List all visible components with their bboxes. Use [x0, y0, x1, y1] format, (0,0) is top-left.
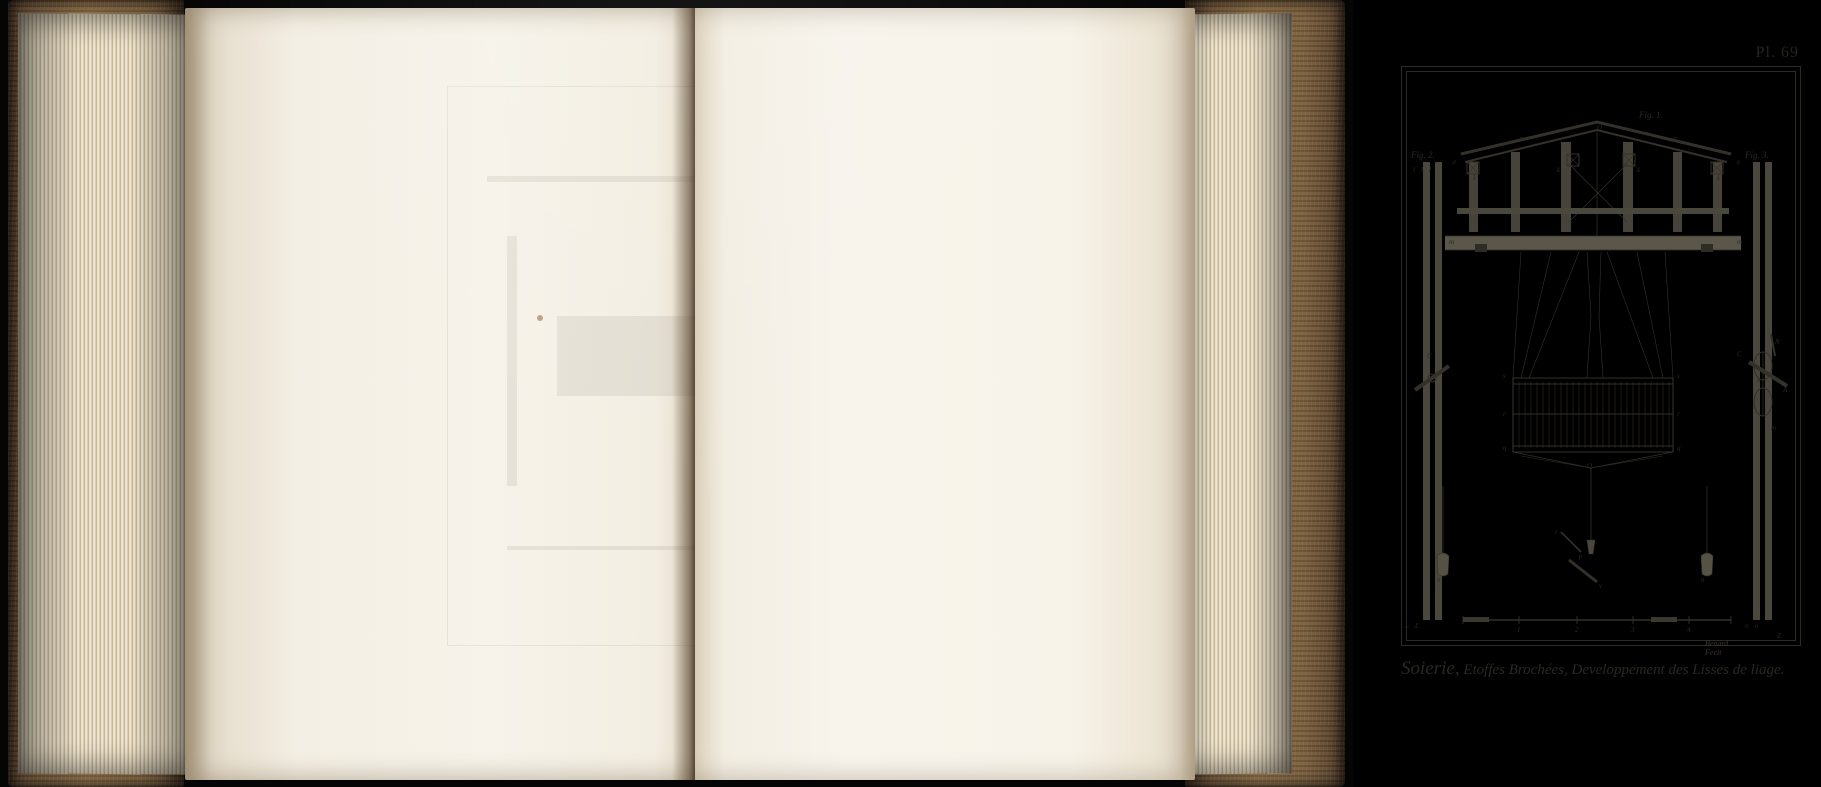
scale-tick-label: 3	[1631, 626, 1635, 634]
key-letter: F	[1519, 136, 1524, 144]
key-letter: n	[1701, 576, 1705, 584]
key-letter: n	[1419, 382, 1423, 390]
key-letter: C	[1737, 350, 1742, 358]
show-through-mark	[507, 236, 517, 486]
key-letter: k	[1717, 174, 1721, 182]
scale-tick-label: 4	[1687, 626, 1691, 634]
key-letter: Z	[1777, 632, 1781, 640]
caption-rest: Etoffes Brochées, Developpement des Lisses de liage.	[1463, 662, 1785, 678]
key-letter: L	[1415, 622, 1419, 630]
key-letter: A	[1783, 386, 1788, 394]
plate-number: Pl. 69	[1755, 44, 1799, 61]
figure-label-fig2: Fig. 2.	[1411, 150, 1435, 160]
key-letter: C	[1427, 352, 1432, 360]
key-letter: s	[1677, 372, 1680, 380]
caption-lead: Soierie,	[1401, 658, 1460, 679]
key-letter: e	[1737, 158, 1741, 166]
key-letter: r	[1677, 410, 1680, 418]
scale-tick-label: 1	[1517, 626, 1521, 634]
scale-tick-label: 2	[1575, 626, 1579, 634]
key-letter: n	[1757, 376, 1761, 384]
key-letter: L	[1405, 622, 1409, 630]
key-letter: p	[1579, 552, 1583, 560]
figure-label-fig1: Fig. 1.	[1639, 110, 1663, 120]
key-letter: k	[1637, 166, 1641, 174]
key-letter: O	[1597, 124, 1603, 132]
key-letter: m	[1771, 424, 1777, 432]
key-letter: e	[1453, 158, 1457, 166]
key-letter: r	[1503, 410, 1506, 418]
key-letter: m	[1737, 238, 1743, 246]
key-letter: o	[1745, 622, 1749, 630]
key-letter: F	[1673, 136, 1678, 144]
key-letter: s	[1503, 372, 1506, 380]
foxing-spot	[537, 315, 543, 321]
key-letter: n	[1437, 576, 1441, 584]
page-edges-left	[18, 13, 190, 774]
key-letter: m	[1449, 238, 1455, 246]
key-letter: l	[1421, 166, 1423, 174]
key-letter: k	[1473, 174, 1477, 182]
key-letter: l	[1413, 166, 1415, 174]
recto-page	[695, 8, 1799, 780]
key-letter: q	[1503, 444, 1507, 452]
engraver-signature: Benard Fecit	[1705, 639, 1729, 657]
key-letter: v	[1599, 582, 1603, 590]
key-letter: q	[1677, 444, 1681, 452]
key-letter: Q	[1587, 462, 1593, 470]
figure-label-fig3: Fig. 3.	[1745, 150, 1769, 160]
engraved-plate	[1401, 44, 1801, 646]
key-letter: o	[1755, 622, 1759, 630]
key-letter: N	[1775, 338, 1780, 346]
key-letter: r	[1555, 528, 1558, 536]
plate-caption	[1401, 658, 1821, 680]
verso-page	[185, 8, 695, 780]
key-letter: l	[1429, 166, 1431, 174]
key-letter: k	[1557, 166, 1561, 174]
edge-shading	[18, 13, 190, 774]
